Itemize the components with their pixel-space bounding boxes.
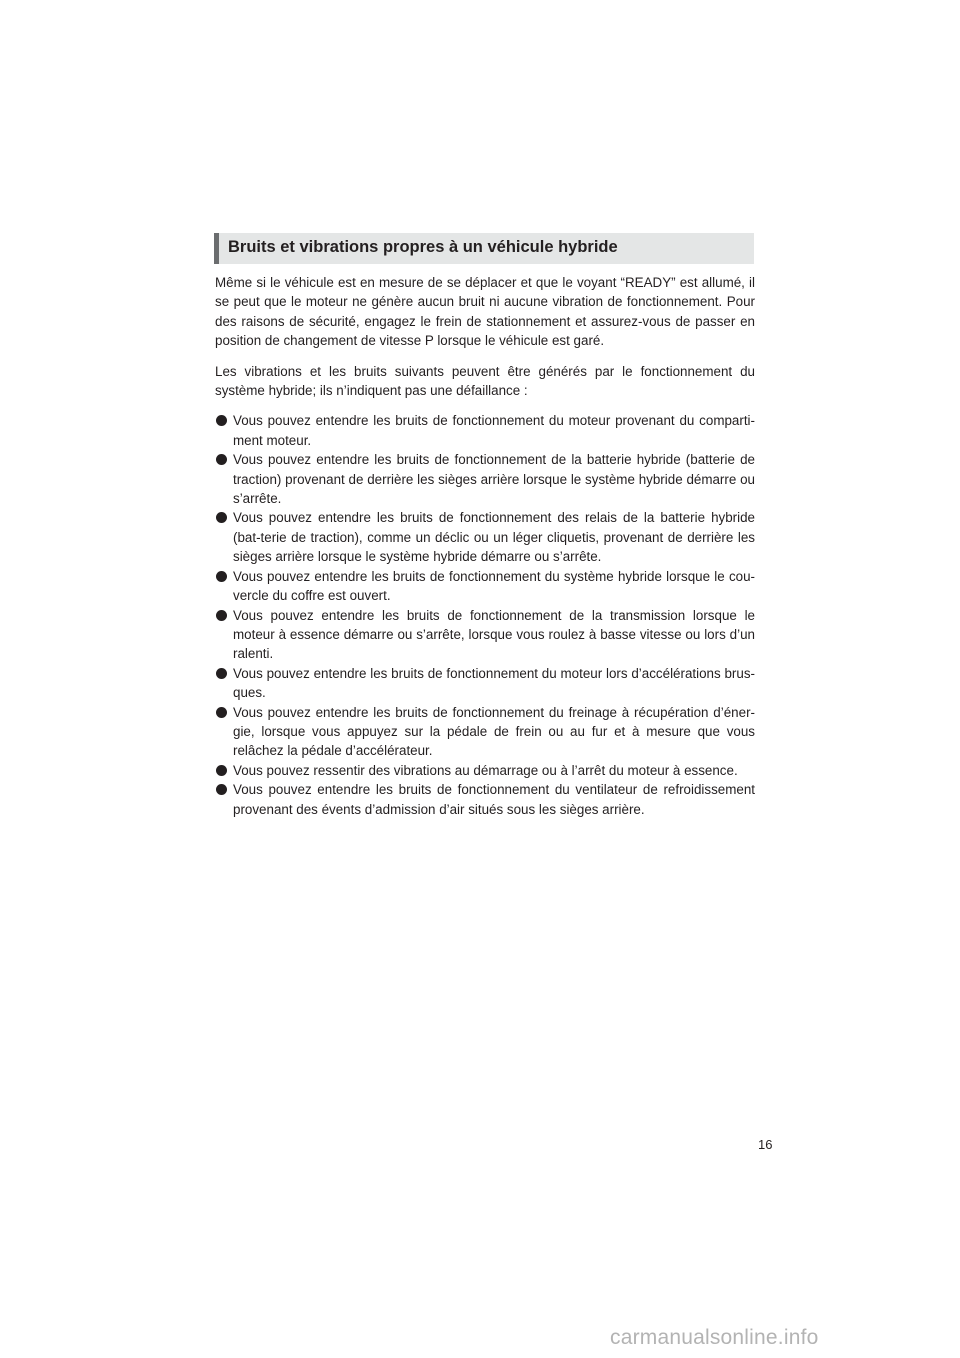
list-item-text: Vous pouvez entendre les bruits de fonctionnement du ventilateur de refroidissement provenant des évents d’admission d’air situés sous les sièges arrière. <box>233 782 755 817</box>
list-intro-paragraph: Les vibrations et les bruits suivants peuvent être générés par le fonctionnement du système hybride; ils n’indiquent pas une défaillance : <box>215 363 755 399</box>
bullet-icon <box>216 454 227 465</box>
list-item-text: Vous pouvez entendre les bruits de fonctionnement du moteur lors d’accélérations brus-ques. <box>233 665 755 701</box>
page-number: 16 <box>758 1137 773 1152</box>
list-item-text: Vous pouvez entendre les bruits de fonctionnement du moteur provenant du comparti-ment moteur. <box>233 413 755 448</box>
list-item <box>215 761 755 780</box>
list-item-text: Vous pouvez entendre les bruits de fonctionnement des relais de la batterie hybride (bat-terie de traction), comme un déclic ou un léger cliquetis, provenant de derrière les sièges arrière lorsque le système hybride démarre ou s’arrête. <box>233 510 755 565</box>
list-item <box>215 411 755 450</box>
list-item <box>215 450 755 508</box>
list-item <box>215 703 755 761</box>
section-header <box>214 233 754 264</box>
bullet-icon <box>216 784 227 795</box>
list-item-text: Vous pouvez entendre les bruits de fonctionnement du freinage à récupération d’éner-gie, lorsque vous appuyez sur la pédale de frein ou au fur et à mesure que vous relâchez la pédale d’accélérateur. <box>233 704 755 759</box>
section-title: Bruits et vibrations propres à un véhicule hybride <box>228 238 618 256</box>
list-item <box>215 780 755 819</box>
intro-paragraph: Même si le véhicule est en mesure de se déplacer et que le voyant “READY” est allumé, il se peut que le moteur ne génère aucun bruit ni aucune vibration de fonctionnement. Pour des raisons de sécurité, engagez le frein de stationnement et assurez-vous de passer en position de changement de vitesse P lorsque le véhicule est garé. <box>215 275 755 349</box>
list-item-text: Vous pouvez entendre les bruits de fonctionnement de la batterie hybride (batterie de traction) provenant de derrière les sièges arrière lorsque le système hybride démarre ou s’arrête. <box>233 452 755 507</box>
list-item <box>215 508 755 566</box>
bullet-icon <box>216 512 227 523</box>
list-item-text: Vous pouvez entendre les bruits de fonctionnement de la transmission lorsque le moteur à essence démarre ou s’arrête, lorsque vous roulez à basse vitesse ou lors d’un ralenti. <box>233 607 755 662</box>
bullet-icon <box>216 571 227 582</box>
bullet-icon <box>216 415 227 426</box>
bullet-list <box>215 411 755 819</box>
list-item <box>215 664 755 703</box>
bullet-icon <box>216 707 227 718</box>
list-item <box>215 606 755 664</box>
list-item-text: Vous pouvez ressentir des vibrations au démarrage ou à l’arrêt du moteur à essence. <box>233 762 738 778</box>
watermark-link[interactable]: carmanualsonline.info <box>610 1326 819 1349</box>
bullet-icon <box>216 610 227 621</box>
list-item-text: Vous pouvez entendre les bruits de fonctionnement du système hybride lorsque le cou-vercle du coffre est ouvert. <box>233 568 755 604</box>
list-item <box>215 567 755 606</box>
bullet-icon <box>216 765 227 776</box>
content <box>215 273 755 819</box>
bullet-icon <box>216 668 227 679</box>
